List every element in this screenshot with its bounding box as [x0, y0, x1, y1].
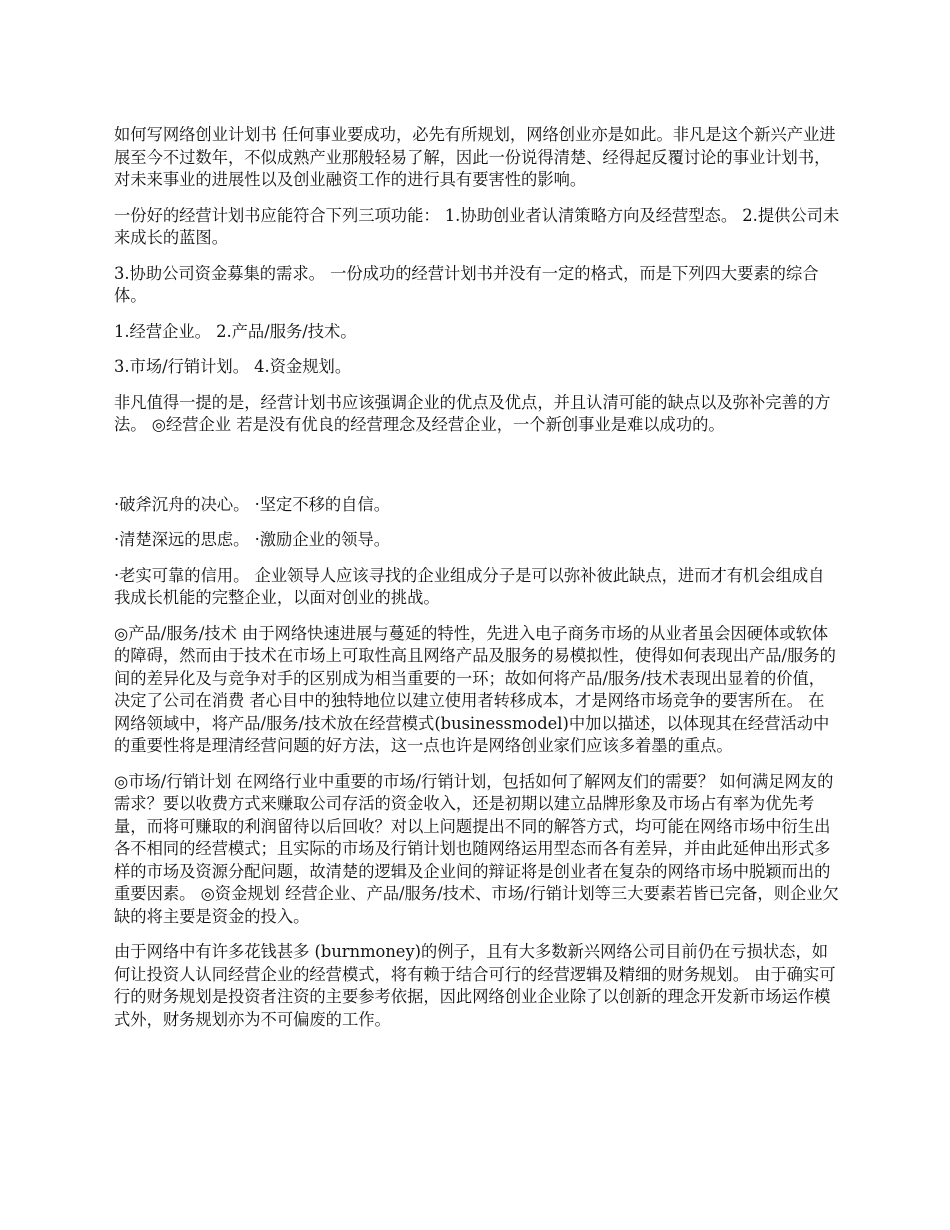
document-page [114, 124, 840, 1044]
paragraph-element-list-2: 3.市场/行销计划。 4.资金规划。 [114, 357, 352, 376]
paragraph-bullets-1: ·破斧沉舟的决心。 ·坚定不移的自信。 [114, 494, 391, 514]
paragraph-intro: 如何写网络创业计划书 任何事业要成功，必先有所规划，网络创业亦是如此。非凡是这个新兴产业进展至今不过数年，不似成熟产业那般轻易了解，因此一份说得清楚、经得起反覆讨论的事业计划书，对未来事业的进展性以及创业融资工作的进行具有要害性的影响。 [114, 125, 836, 189]
blank-gap [114, 450, 840, 494]
paragraph-business: 非凡值得一提的是，经营计划书应该强调企业的优点及优点，并且认清可能的缺点以及弥补完善的方法。 ◎经营企业 若是没有优良的经营理念及经营企业，一个新创事业是难以成功的。 [114, 392, 831, 434]
paragraph-bullets-3: ·老实可靠的信用。 企业领导人应该寻找的企业组成分子是可以弥补彼此缺点，进而才有机会组成自我成长机能的完整企业，以面对创业的挑战。 [114, 565, 825, 607]
paragraph-element-list-1: 1.经营企业。 2.产品/服务/技术。 [114, 321, 357, 341]
paragraph-funding-need: 3.协助公司资金募集的需求。 一份成功的经营计划书并没有一定的格式，而是下列四大要素的综合体。 [114, 263, 819, 305]
paragraph-functions: 一份好的经营计划书应能符合下列三项功能： 1.协助创业者认清策略方向及经营型态。 2.提供公司未来成长的蓝图。 [114, 205, 840, 247]
paragraph-bullets-2: ·清楚深远的思虑。 ·激励企业的领导。 [114, 530, 391, 549]
paragraph-product-service: ◎产品/服务/技术 由于网络快速进展与蔓延的特性，先进入电子商务市场的从业者虽会因硬体或软体的障碍，然而由于技术在市场上可取性高且网络产品及服务的易模拟性，使得如何表现出产品/服务的间的差异化及与竞争对手的区别成为相当重要的一环；故如何将产品/服务/技术表现出显着的价值，决定了公司在消费 者心目中的独特地位以建立使用者转移成本，才是网络市场竞争的要害所在。 在网络领域中，将产品/服务/技术放在经营模式(businessmodel)中加以描述，以体现其在经营活动中的重要性将是理清经营问题的好方法，这一点也许是网络创业家们应该多着墨的重点。 [114, 623, 836, 755]
paragraph-marketing: ◎市场/行销计划 在网络行业中重要的市场/行销计划，包括如何了解网友们的需要？ 如何满足网友的需求？要以收费方式来赚取公司存活的资金收入，还是初期以建立品牌形象及市场占有率为优先考量，而将可赚取的利润留待以后回收？对以上问题提出不同的解答方式，均可能在网络市场中衍生出各不相同的经营模式；且实际的市场及行销计划也随网络运用型态而各有差异，并由此延伸出形式多样的市场及资源分配问题，故清楚的逻辑及企业间的辩证将是创业者在复杂的网络市场中脱颖而出的重要因素。 ◎资金规划 经营企业、产品/服务/技术、市场/行销计划等三大要素若皆已完备，则企业欠缺的将主要是资金的投入。 [114, 771, 839, 926]
paragraph-finance: 由于网络中有许多花钱甚多 (burnmoney)的例子，且有大多数新兴网络公司目前仍在亏损状态，如何让投资人认同经营企业的经营模式，将有赖于结合可行的经营逻辑及精细的财务规划。 由于确实可行的财务规划是投资者注资的主要参考依据，因此网络创业企业除了以创新的理念开发新市场运作模式外，财务规划亦为不可偏废的工作。 [114, 942, 836, 1029]
